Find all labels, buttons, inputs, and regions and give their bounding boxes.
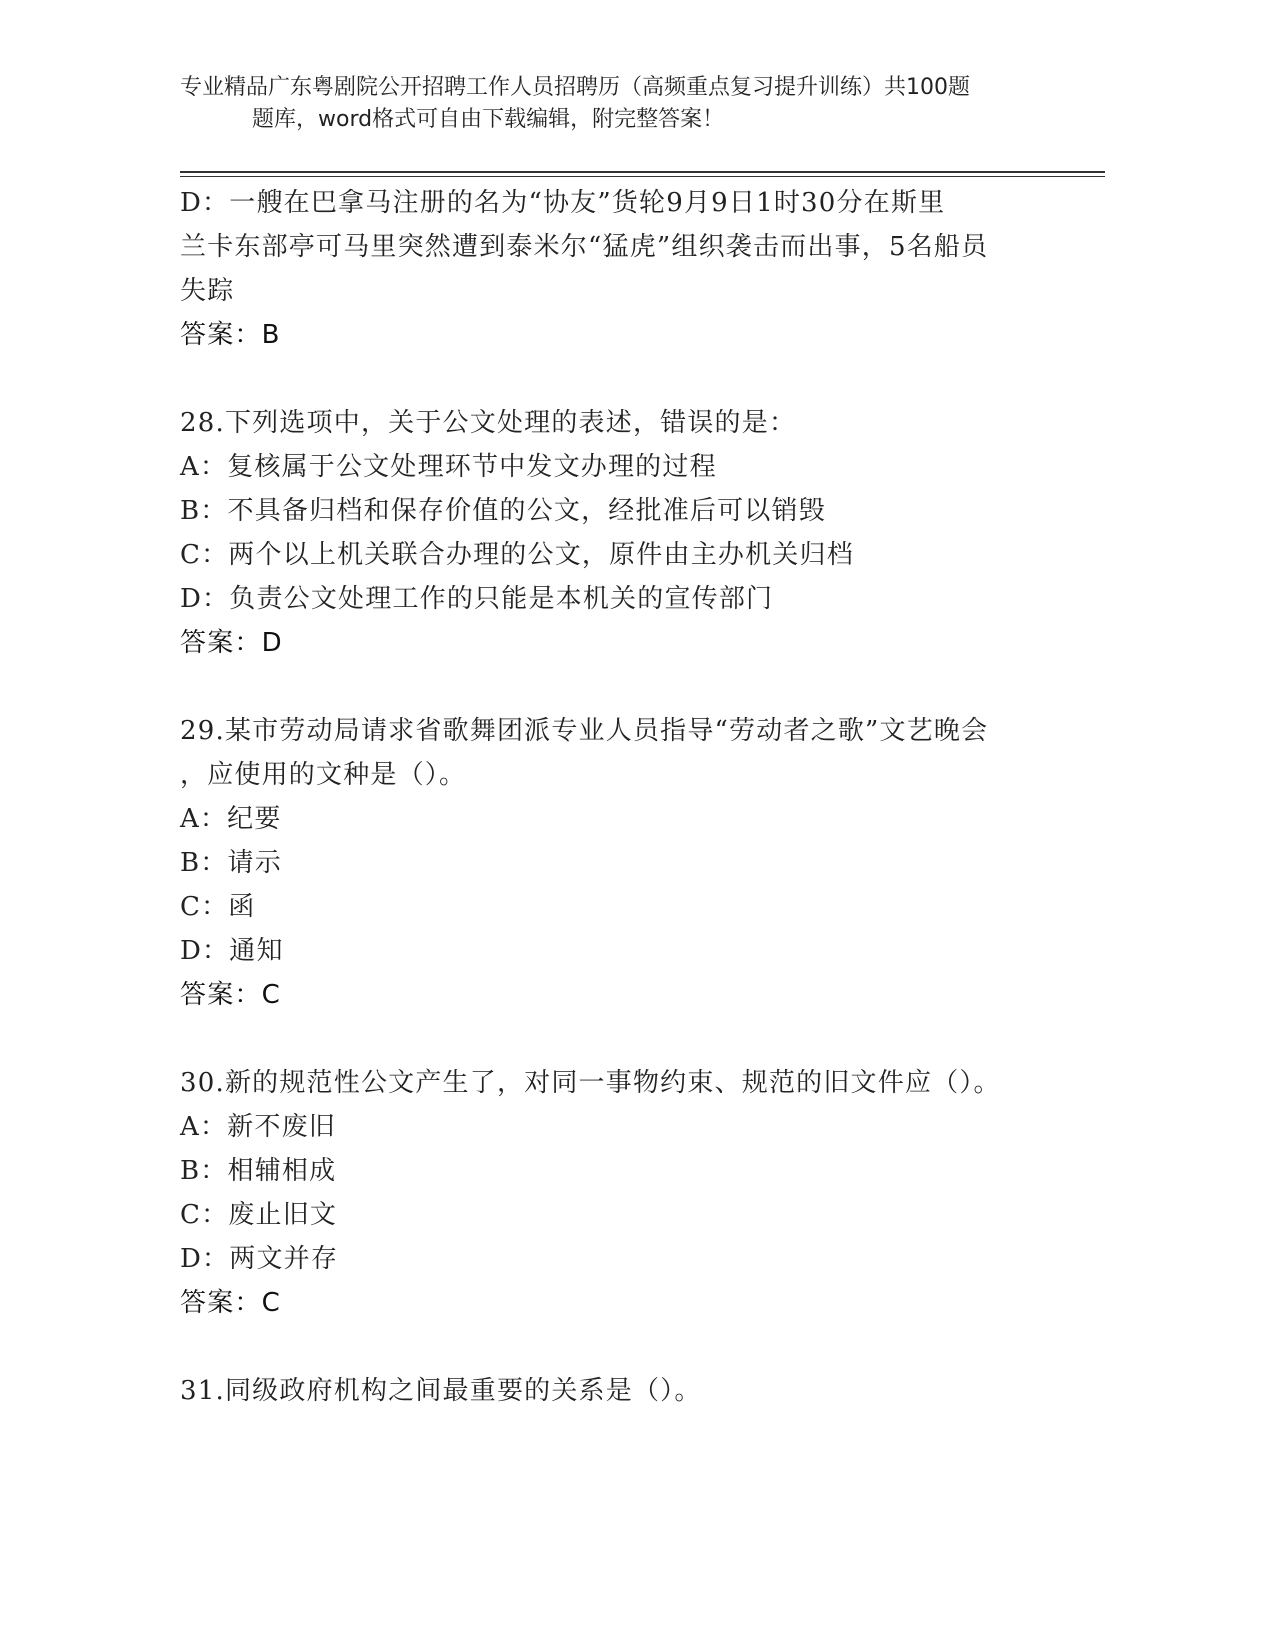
option-c: C：废止旧文 xyxy=(180,1200,338,1230)
document-header xyxy=(180,72,1080,136)
question-text: 28.下列选项中，关于公文处理的表述，错误的是： xyxy=(180,408,797,438)
header-divider-thick xyxy=(180,171,1105,173)
header-title-line-1: 专业精品广东粤剧院公开招聘工作人员招聘历（高频重点复习提升训练）共100题 xyxy=(180,75,970,100)
option-b: B：相辅相成 xyxy=(180,1156,337,1186)
option-d-line: D：一艘在巴拿马注册的名为“协友”货轮9月9日1时30分在斯里 xyxy=(180,188,946,218)
question-text: 30.新的规范性公文产生了，对同一事物约束、规范的旧文件应（）。 xyxy=(180,1068,1001,1098)
spacer xyxy=(180,665,1050,709)
question-block-prev xyxy=(180,181,1050,357)
option-d: D：通知 xyxy=(180,936,284,966)
question-block-29 xyxy=(180,709,1050,1017)
spacer xyxy=(180,357,1050,401)
header-title-line-2: 题库，word格式可自由下载编辑，附完整答案！ xyxy=(252,107,725,132)
question-text: 29.某市劳动局请求省歌舞团派专业人员指导“劳动者之歌”文艺晚会 xyxy=(180,716,989,746)
option-d-line: 失踪 xyxy=(180,276,235,306)
option-c: C：两个以上机关联合办理的公文，原件由主办机关归档 xyxy=(180,540,854,570)
option-d: D：两文并存 xyxy=(180,1244,339,1274)
option-d-line: 兰卡东部亭可马里突然遭到泰米尔“猛虎”组织袭击而出事，5名船员 xyxy=(180,232,989,262)
option-a: A：新不废旧 xyxy=(180,1112,336,1142)
question-text: 31.同级政府机构之间最重要的关系是（）。 xyxy=(180,1376,702,1406)
document-body xyxy=(180,181,1050,1413)
spacer xyxy=(180,1017,1050,1061)
question-text: ，应使用的文种是（）。 xyxy=(180,760,467,790)
header-divider-thin xyxy=(180,176,1105,177)
option-a: A：纪要 xyxy=(180,804,282,834)
answer-line: 答案：D xyxy=(180,628,283,658)
answer-line: 答案：C xyxy=(180,980,281,1010)
question-block-30 xyxy=(180,1061,1050,1325)
option-d: D：负责公文处理工作的只能是本机关的宣传部门 xyxy=(180,584,774,614)
option-a: A：复核属于公文处理环节中发文办理的过程 xyxy=(180,452,717,482)
question-block-28 xyxy=(180,401,1050,665)
answer-line: 答案：C xyxy=(180,1288,281,1318)
answer-line: 答案：B xyxy=(180,320,281,350)
question-block-31 xyxy=(180,1369,1050,1413)
option-b: B：不具备归档和保存价值的公文，经批准后可以销毁 xyxy=(180,496,826,526)
option-b: B：请示 xyxy=(180,848,282,878)
option-c: C：函 xyxy=(180,892,256,922)
spacer xyxy=(180,1325,1050,1369)
